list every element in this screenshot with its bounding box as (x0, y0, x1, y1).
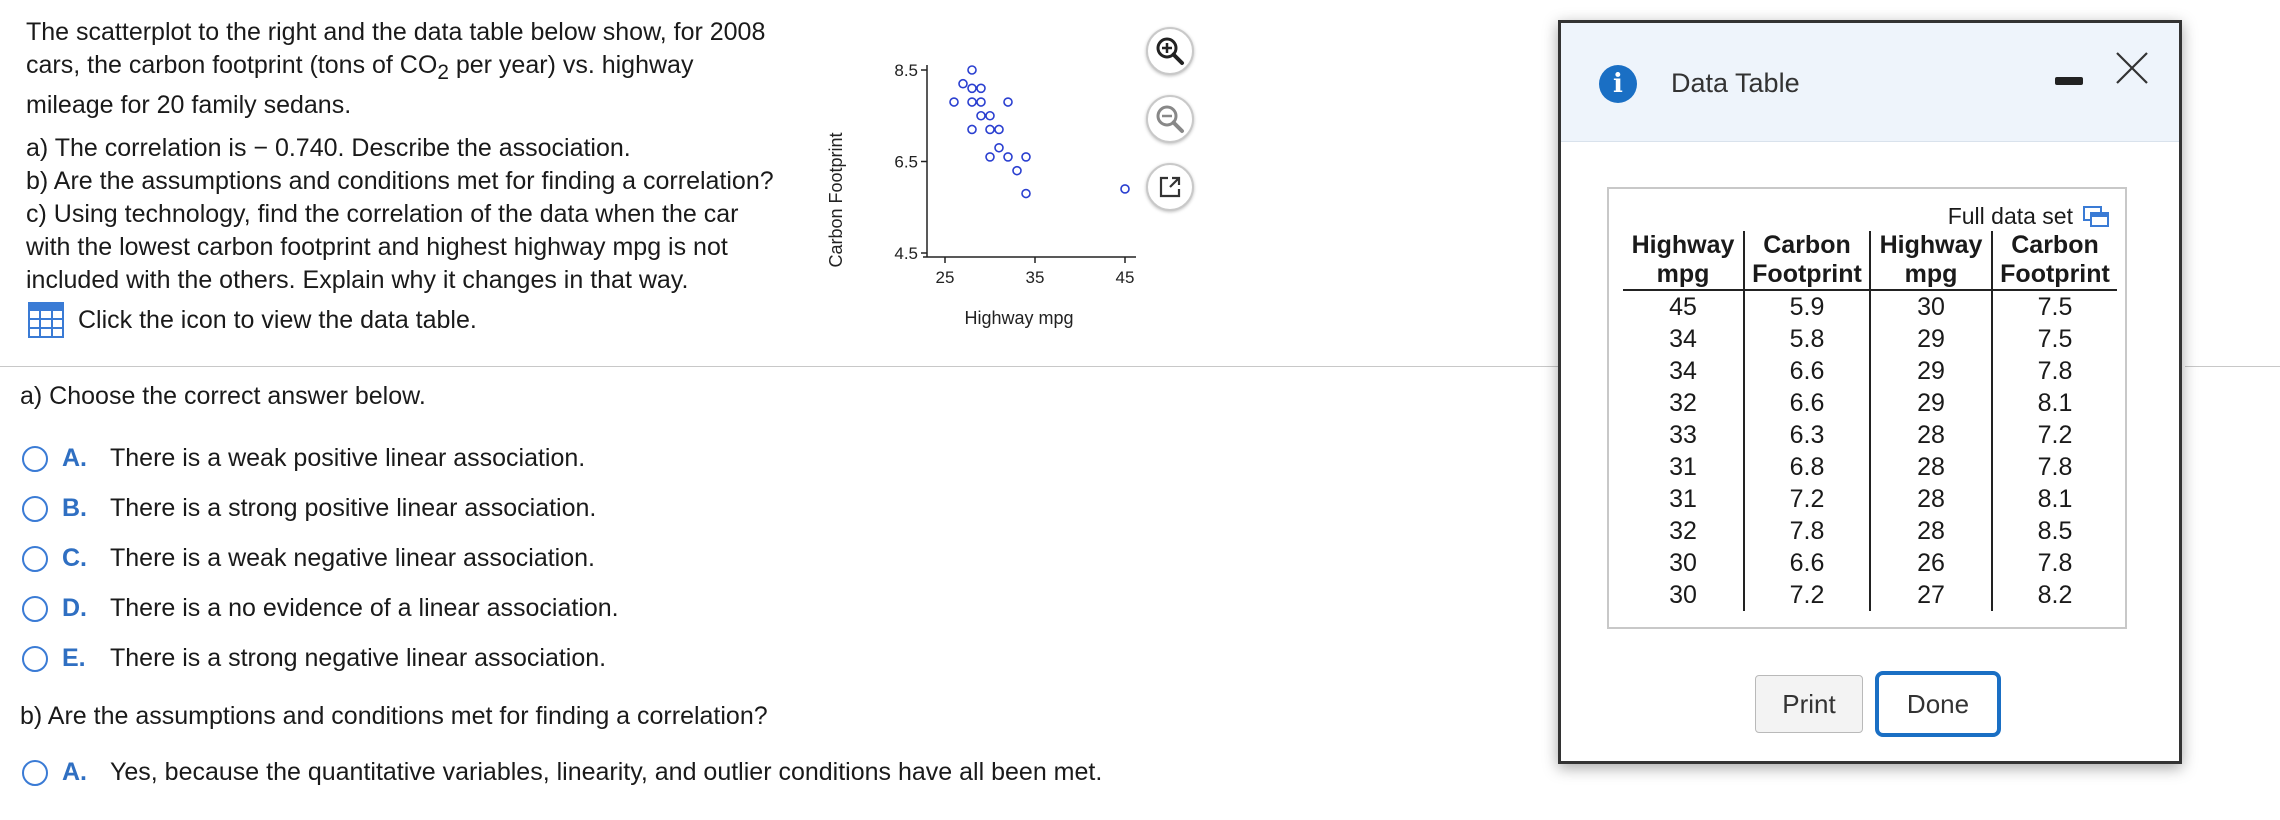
table-row (1623, 515, 2117, 547)
view-data-table-link[interactable] (28, 302, 477, 338)
question-line: The scatterplot to the right and the data table below show, for 2008 (26, 18, 766, 46)
divider (2185, 366, 2280, 367)
table-row (1623, 290, 2117, 323)
data-point (968, 125, 976, 133)
table-grid-icon[interactable] (28, 302, 64, 338)
data-point (977, 112, 985, 120)
data-point (977, 98, 985, 106)
popout-button[interactable] (1146, 163, 1194, 211)
option-text: Yes, because the quantitative variables, linearity, and outlier conditions have all been met. (110, 758, 1103, 786)
data-point (1013, 167, 1021, 175)
option-a[interactable] (22, 444, 585, 473)
data-point (1022, 153, 1030, 161)
table-row (1623, 419, 2117, 451)
data-point (986, 125, 994, 133)
table-cell: 30 (1669, 581, 1697, 609)
question-line: a) The correlation is − 0.740. Describe the association. (26, 134, 631, 162)
x-tick-label: 45 (1115, 268, 1135, 287)
option-letter: E. (62, 644, 86, 672)
table-cell: 7.2 (1992, 419, 2117, 451)
table-cell: 31 (1669, 485, 1697, 513)
part-b-option-a[interactable] (22, 758, 1102, 787)
part-a-heading: a) Choose the correct answer below. (20, 382, 426, 410)
option-text: There is a weak positive linear association. (110, 444, 586, 472)
data-point (986, 112, 994, 120)
table-cell: 6.6 (1744, 387, 1870, 419)
table-cell: 7.2 (1744, 483, 1870, 515)
clipped-option-area (0, 758, 1200, 820)
table-cell: 8.2 (1992, 579, 2117, 611)
dialog-title: Data Table (1671, 68, 1800, 98)
table-cell: 7.8 (1744, 515, 1870, 547)
data-point (950, 98, 958, 106)
question-text (26, 16, 826, 297)
question-line: mileage for 20 family sedans. (26, 91, 352, 119)
zoom-in-icon (1155, 36, 1185, 66)
option-text: There is a strong negative linear association. (110, 644, 607, 672)
data-point (968, 66, 976, 74)
radio-button[interactable] (22, 496, 48, 522)
header-line: mpg (1656, 260, 1710, 288)
table-cell: 6.6 (1744, 355, 1870, 387)
table-cell: 8.5 (1992, 515, 2117, 547)
table-cell: 7.2 (1744, 579, 1870, 611)
option-letter: C. (62, 544, 87, 572)
table-header-row (1623, 231, 2117, 290)
data-point (959, 80, 967, 88)
radio-button[interactable] (22, 760, 48, 786)
option-d[interactable] (22, 594, 619, 623)
table-cell: 7.5 (1992, 323, 2117, 355)
column-header (1870, 231, 1992, 290)
zoom-out-button[interactable] (1146, 95, 1194, 143)
table-cell: 8.1 (1992, 483, 2117, 515)
table-row (1623, 323, 2117, 355)
radio-button[interactable] (22, 596, 48, 622)
radio-button[interactable] (22, 546, 48, 572)
table-cell: 32 (1669, 517, 1697, 545)
data-point (986, 153, 994, 161)
table-cell: 26 (1870, 547, 1992, 579)
option-letter: B. (62, 494, 87, 522)
full-data-set-text: Full data set (1947, 203, 2073, 229)
data-point (968, 84, 976, 92)
data-point (1004, 153, 1012, 161)
close-icon[interactable] (2113, 49, 2151, 87)
table-cell: 8.1 (1992, 387, 2117, 419)
view-data-table-label[interactable]: Click the icon to view the data table. (78, 305, 477, 334)
x-tick-label: 35 (1025, 268, 1045, 287)
table-cell: 28 (1870, 419, 1992, 451)
table-cell: 27 (1870, 579, 1992, 611)
table-cell: 34 (1669, 357, 1697, 385)
data-point (995, 144, 1003, 152)
column-header (1623, 231, 1744, 290)
table-cell: 33 (1669, 421, 1697, 449)
y-tick-label: 4.5 (894, 244, 918, 263)
question-line (26, 49, 826, 89)
y-tick-label: 6.5 (894, 152, 918, 172)
table-cell: 30 (1669, 549, 1697, 577)
column-header (1744, 231, 1870, 290)
table-cell: 28 (1870, 515, 1992, 547)
table-cell: 45 (1669, 293, 1697, 321)
column-header (1992, 231, 2117, 290)
table-cell: 7.8 (1992, 547, 2117, 579)
header-line: Highway (1631, 231, 1735, 259)
minimize-icon[interactable] (2055, 77, 2083, 85)
header-line: Footprint (2000, 260, 2110, 288)
dialog-header (1561, 23, 2179, 142)
data-point (995, 125, 1003, 133)
question-line-part: cars, the carbon footprint (tons of CO (26, 51, 438, 79)
question-line: included with the others. Explain why it changes in that way. (26, 266, 689, 294)
table-cell: 28 (1870, 451, 1992, 483)
copy-icon[interactable] (2083, 206, 2109, 228)
question-line-part: per year) vs. highway (448, 51, 694, 79)
table-row (1623, 483, 2117, 515)
table-cell: 5.9 (1744, 290, 1870, 323)
table-cell: 32 (1669, 389, 1697, 417)
x-axis-label: Highway mpg (964, 308, 1074, 328)
question-line: c) Using technology, find the correlation of the data when the car (26, 200, 739, 228)
header-line: Carbon (2011, 231, 2099, 259)
table-cell: 28 (1870, 483, 1992, 515)
table-row (1623, 387, 2117, 419)
table-cell: 5.8 (1744, 323, 1870, 355)
header-line: mpg (1904, 260, 1958, 288)
table-cell: 6.3 (1744, 419, 1870, 451)
option-b[interactable] (22, 494, 596, 523)
table-cell: 7.5 (1992, 290, 2117, 323)
part-b-heading: b) Are the assumptions and conditions met for finding a correlation? (20, 702, 768, 730)
table-cell: 7.8 (1992, 355, 2117, 387)
data-table-dialog (1558, 20, 2182, 764)
question-line: with the lowest carbon footprint and highest highway mpg is not (26, 233, 728, 261)
table-cell: 6.8 (1744, 451, 1870, 483)
header-line: Carbon (1763, 231, 1851, 259)
table-cell: 29 (1870, 387, 1992, 419)
print-button[interactable]: Print (1755, 675, 1863, 733)
data-point (1022, 190, 1030, 198)
table-cell: 29 (1870, 323, 1992, 355)
subscript: 2 (437, 61, 449, 84)
scatterplot (820, 55, 1150, 345)
y-axis-label: Carbon Footprint (826, 132, 846, 268)
radio-button[interactable] (22, 646, 48, 672)
question-line: b) Are the assumptions and conditions met for finding a correlation? (26, 167, 774, 195)
table-cell: 30 (1870, 290, 1992, 323)
table-cell: 34 (1669, 325, 1697, 353)
zoom-out-icon (1155, 104, 1185, 134)
divider (0, 366, 1560, 367)
header-line: Highway (1879, 231, 1983, 259)
option-text: There is a no evidence of a linear association. (110, 594, 619, 622)
data-point (1121, 185, 1129, 193)
option-e[interactable] (22, 644, 606, 673)
external-link-icon (1156, 173, 1184, 201)
header-line: Footprint (1752, 260, 1862, 288)
data-table (1623, 231, 2117, 611)
data-point (968, 98, 976, 106)
table-row (1623, 579, 2117, 611)
table-row (1623, 547, 2117, 579)
y-tick-label: 8.5 (894, 61, 918, 80)
table-cell: 29 (1870, 355, 1992, 387)
done-button[interactable]: Done (1875, 671, 2001, 737)
table-row (1623, 451, 2117, 483)
zoom-in-button[interactable] (1146, 27, 1194, 75)
option-c[interactable] (22, 544, 595, 573)
info-icon: i (1599, 65, 1637, 103)
table-cell: 6.6 (1744, 547, 1870, 579)
table-cell: 31 (1669, 453, 1697, 481)
option-text: There is a strong positive linear association. (110, 494, 597, 522)
x-tick-label: 25 (935, 268, 955, 287)
option-letter: D. (62, 594, 87, 622)
option-text: There is a weak negative linear association. (110, 544, 595, 572)
radio-button[interactable] (22, 446, 48, 472)
option-letter: A. (62, 444, 87, 472)
data-point (977, 84, 985, 92)
table-cell: 7.8 (1992, 451, 2117, 483)
data-table-panel (1607, 187, 2127, 629)
option-letter: A. (62, 758, 87, 786)
table-row (1623, 355, 2117, 387)
full-data-set-label (1948, 203, 2109, 230)
data-point (1004, 98, 1012, 106)
